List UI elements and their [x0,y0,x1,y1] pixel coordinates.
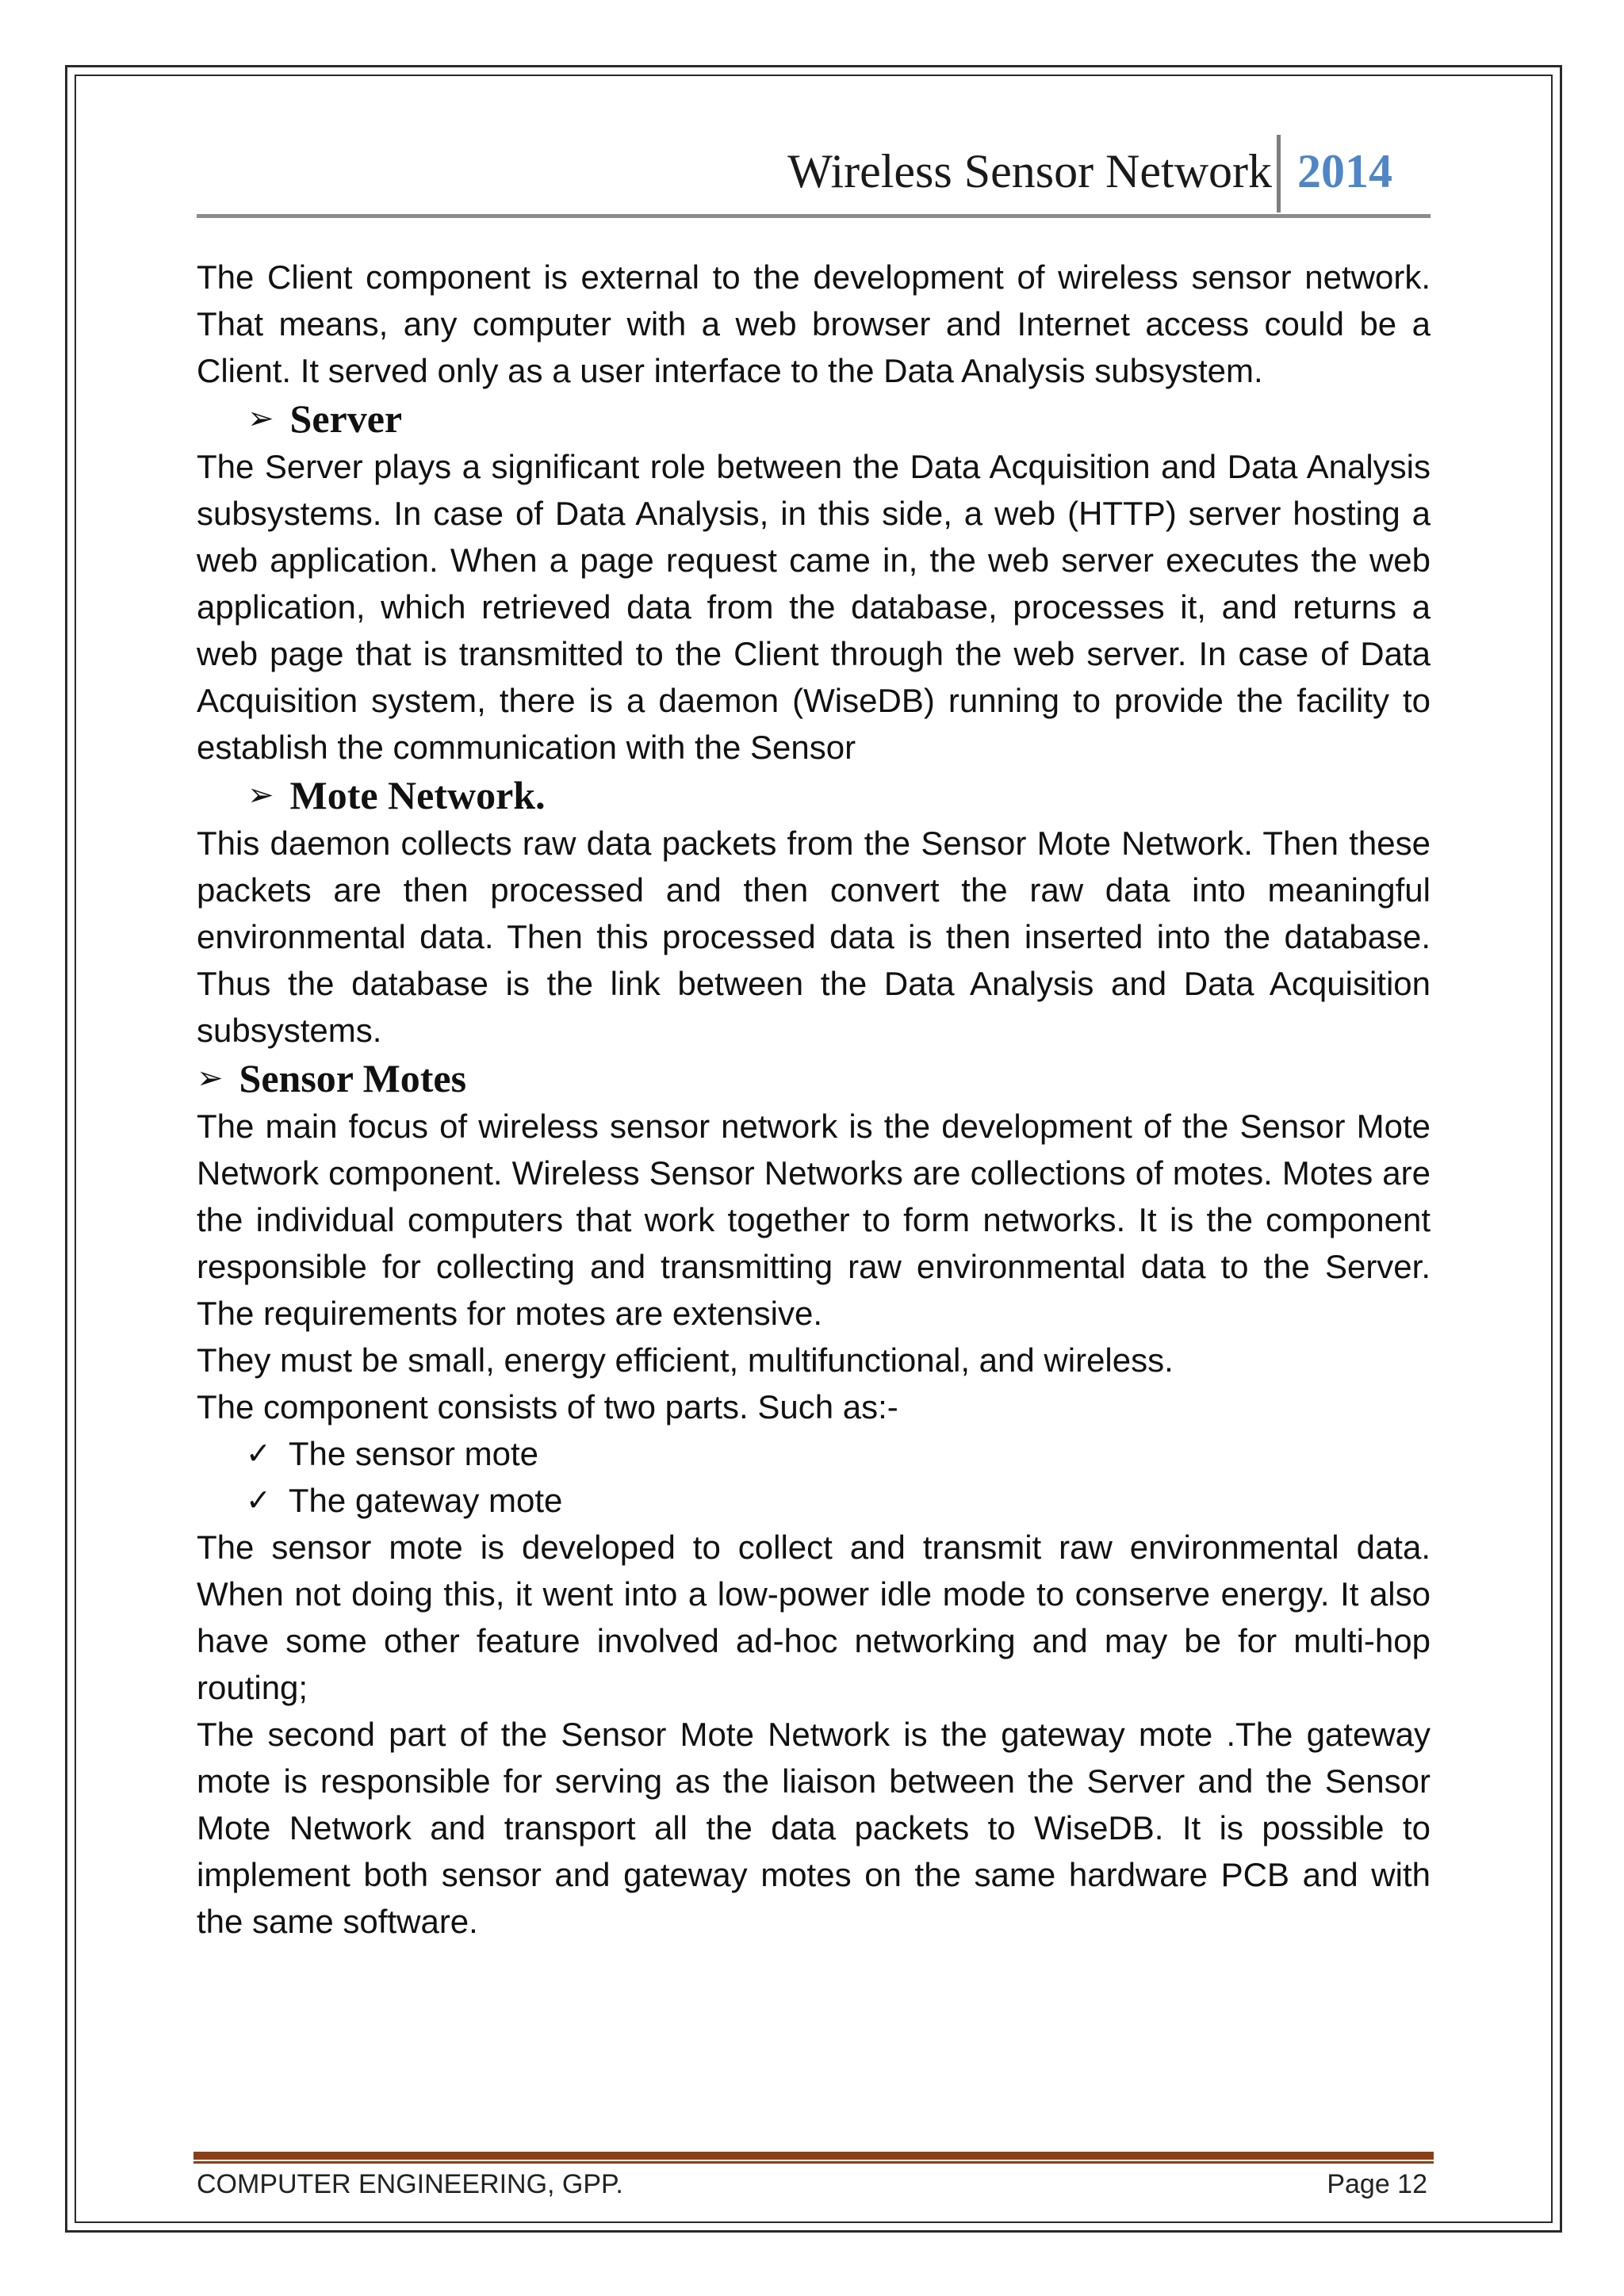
paragraph-gateway-mote: The second part of the Sensor Mote Network is the gateway mote .The gateway mote is responsible for serving as the liaison between the Server and the Sensor Mote Network and transport all the data packets to WiseDB. It is possible to implement both sensor and gateway motes on the same hardware PCB and with the same software. [197,1716,1431,1940]
arrow-bullet-icon: ➢ [247,400,274,437]
heading-text: Mote Network. [289,773,546,817]
checklist-item-text: The sensor mote [288,1435,538,1472]
paragraph-sensor-mote: The sensor mote is developed to collect and transmit raw environmental data. When not doing this, it went into a low-power idle mode to conserve energy. It also have some other feature involved ad-hoc networking and may be for multi-hop routing; [197,1529,1431,1706]
checklist-item [197,1430,1431,1477]
checklist-item [197,1477,1431,1524]
paragraph-server: The Server plays a significant role between the Data Acquisition and Data Analysis subsystems. In case of Data Analysis, in this side, a web (HTTP) server hosting a web application. When a page request came in, the web server executes the web application, which retrieved data from the database, processes it, and returns a web page that is transmitted to the Client through the web server. In case of Data Acquisition system, there is a daemon (WiseDB) running to provide the facility to establish the communication with the Sensor [197,448,1431,766]
paragraph-requirements: They must be small, energy efficient, multifunctional, and wireless. [197,1341,1174,1379]
checkmark-icon: ✓ [246,1436,271,1471]
heading-sensor-motes [197,1054,1431,1103]
footer-department: COMPUTER ENGINEERING, GPP. [197,2169,623,2199]
heading-server [197,394,1431,443]
paragraph-sensor-motes: The main focus of wireless sensor network is the development of the Sensor Mote Network component. Wireless Sensor Networks are collections of motes. Motes are the individual computers that work together to form networks. It is the component responsible for collecting and transmitting raw environmental data to the Server. The requirements for motes are extensive. [197,1108,1431,1332]
header-rule [197,214,1431,218]
arrow-bullet-icon: ➢ [197,1060,224,1096]
paragraph-client: The Client component is external to the development of wireless sensor network. That means, any computer with a web browser and Internet access could be a Client. It served only as a user interface to the Data Analysis subsystem. [197,258,1431,389]
page-body [197,254,1431,1945]
footer-rule-thin [193,2161,1434,2164]
heading-text: Sensor Motes [239,1056,467,1100]
paragraph-mote-network: This daemon collects raw data packets from the Sensor Mote Network. Then these packets are then processed and then convert the raw data into meaningful environmental data. Then this processed data is then inserted into the database. Thus the database is the link between the Data Analysis and Data Acquisition subsystems. [197,825,1431,1049]
header-title: Wireless Sensor Network [787,145,1272,197]
paragraph-parts: The component consists of two parts. Such as:- [197,1388,898,1425]
checklist-item-text: The gateway mote [288,1482,563,1519]
checkmark-icon: ✓ [246,1483,271,1517]
footer-rule [193,2152,1434,2160]
header-separator [1277,135,1281,212]
heading-text: Server [289,396,403,441]
header-year: 2014 [1297,145,1392,197]
page-header [197,135,1431,219]
heading-mote-network [197,771,1431,820]
footer-page-number: Page 12 [1327,2169,1427,2199]
arrow-bullet-icon: ➢ [247,777,274,813]
